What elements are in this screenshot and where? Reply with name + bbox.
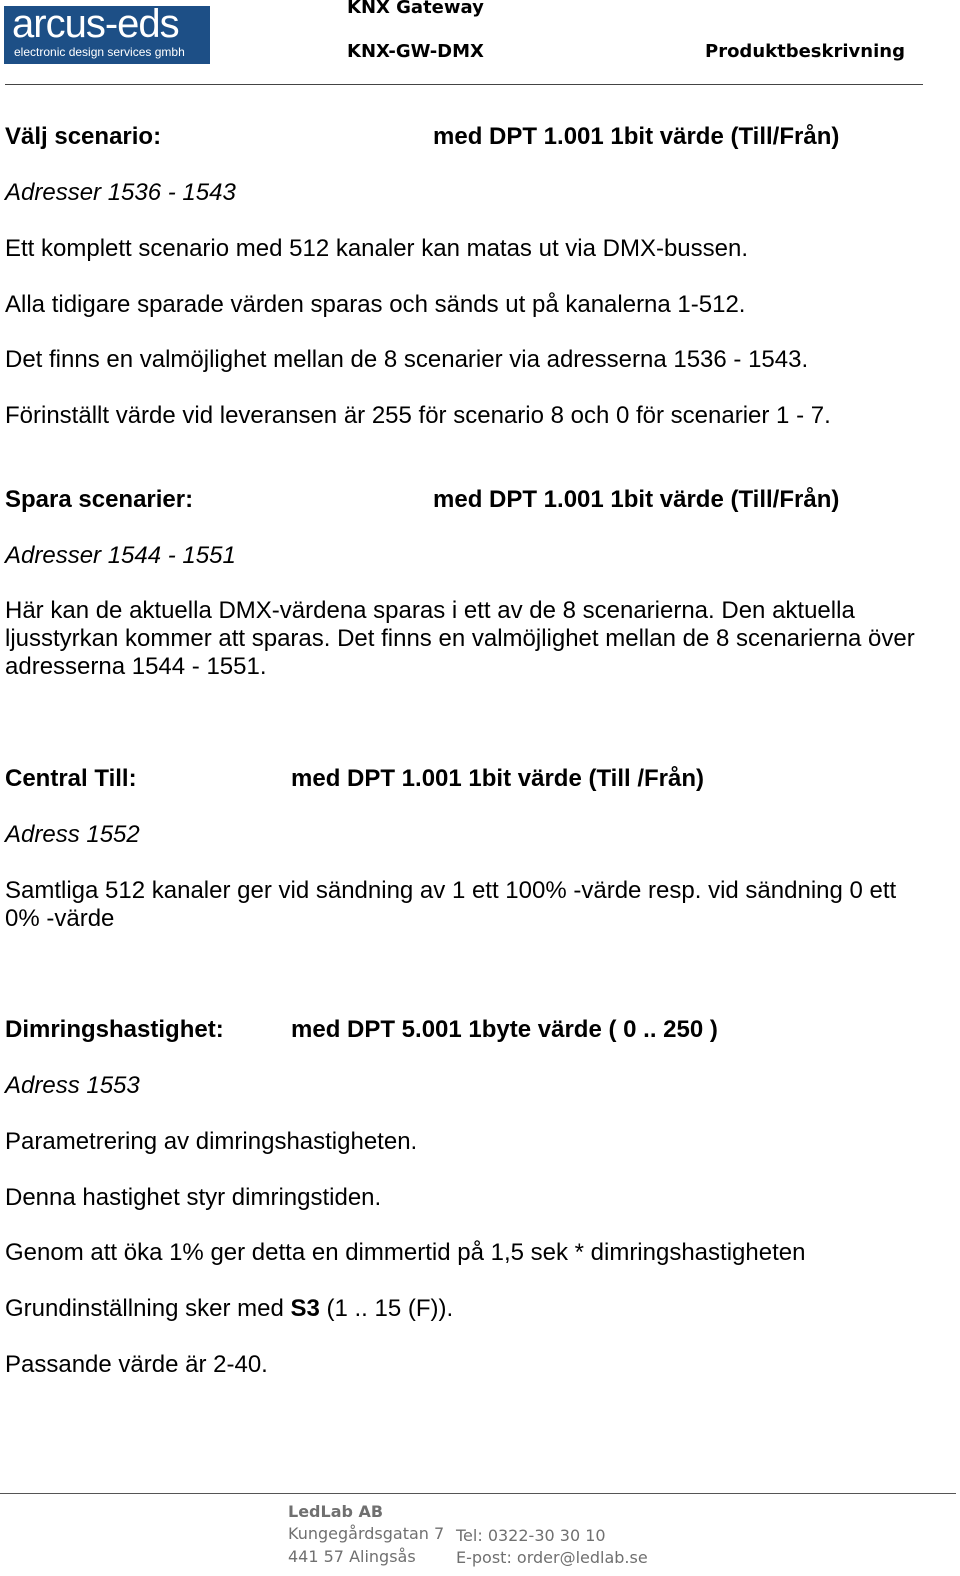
text-line: Passande värde är 2-40. xyxy=(5,1351,268,1378)
grundinstallning-line xyxy=(5,1295,453,1323)
footer-street: Kungegårdsgatan 7 xyxy=(288,1524,445,1543)
header-product-line: KNX Gateway xyxy=(347,0,484,18)
arcus-eds-logo xyxy=(4,2,210,64)
section-paragraph-central-till: Samtliga 512 kanaler ger vid sändning av 1 ett 100% -värde resp. vid sändning 0 ett 0% -värde xyxy=(5,877,897,932)
section-address-dimringshastighet: Adress 1553 xyxy=(5,1072,140,1099)
footer-rule xyxy=(0,1493,956,1494)
grund-switch-s3: S3 xyxy=(290,1295,320,1322)
section-dpt-spara-scenarier: med DPT 1.001 1bit värde (Till/Från) xyxy=(433,486,840,513)
text-line: Alla tidigare sparade värden sparas och sänds ut på kanalerna 1-512. xyxy=(5,291,746,318)
logo-subtitle: electronic design services gmbh xyxy=(14,45,185,59)
logo-name: arcus-eds xyxy=(12,2,179,46)
header-doc-type: Produktbeskrivning xyxy=(705,41,905,62)
text-line: Det finns en valmöjlighet mellan de 8 scenarier via adresserna 1536 - 1543. xyxy=(5,346,809,373)
text-line: Genom att öka 1% ger detta en dimmertid på 1,5 sek * dimringshastigheten xyxy=(5,1239,806,1266)
footer-company: LedLab AB xyxy=(288,1502,384,1521)
section-address-central-till: Adress 1552 xyxy=(5,821,140,848)
header-rule xyxy=(5,84,923,85)
grund-prefix: Grundinställning sker med xyxy=(5,1295,291,1322)
text-line: Ett komplett scenario med 512 kanaler kan matas ut via DMX-bussen. xyxy=(5,235,749,262)
footer-phone: Tel: 0322-30 30 10 xyxy=(456,1526,606,1545)
grund-suffix: (1 .. 15 (F)). xyxy=(319,1295,454,1322)
text-line: Förinställt värde vid leveransen är 255 för scenario 8 och 0 för scenarier 1 - 7. xyxy=(5,402,831,429)
text-line: Parametrering av dimringshastigheten. xyxy=(5,1128,418,1155)
section-title-central-till: Central Till: xyxy=(5,765,137,792)
section-title-valj-scenario: Välj scenario: xyxy=(5,123,162,150)
footer-email: E-post: order@ledlab.se xyxy=(456,1548,648,1567)
section-address-valj-scenario: Adresser 1536 - 1543 xyxy=(5,179,236,206)
header-model: KNX-GW-DMX xyxy=(347,41,484,62)
text-line: Denna hastighet styr dimringstiden. xyxy=(5,1184,382,1211)
footer-city: 441 57 Alingsås xyxy=(288,1547,416,1566)
section-dpt-valj-scenario: med DPT 1.001 1bit värde (Till/Från) xyxy=(433,123,840,150)
section-title-spara-scenarier: Spara scenarier: xyxy=(5,486,194,513)
section-dpt-central-till: med DPT 1.001 1bit värde (Till /Från) xyxy=(291,765,705,792)
section-title-dimringshastighet: Dimringshastighet: xyxy=(5,1016,224,1043)
section-dpt-dimringshastighet: med DPT 5.001 1byte värde ( 0 .. 250 ) xyxy=(291,1016,718,1043)
section-paragraph-spara-scenarier: Här kan de aktuella DMX-värdena sparas i ett av de 8 scenarierna. Den aktuella ljusstyrkan kommer att sparas. Det finns en valmöjlighet mellan de 8 scenarierna över adresserna 1544 - 1551. xyxy=(5,597,915,680)
section-address-spara-scenarier: Adresser 1544 - 1551 xyxy=(5,542,236,569)
